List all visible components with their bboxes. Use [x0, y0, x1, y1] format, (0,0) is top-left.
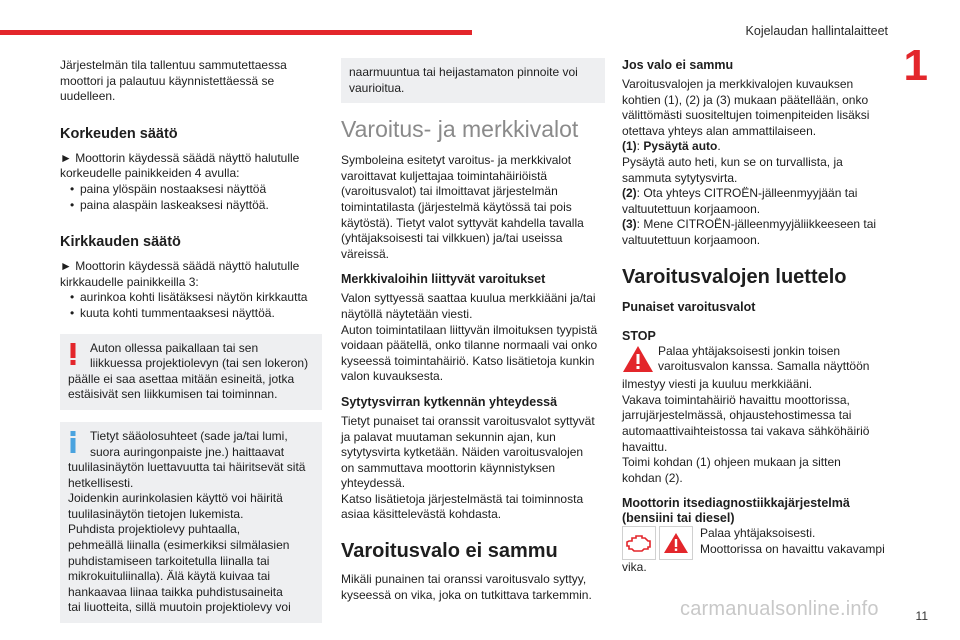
body-line: valtuutettuun korjaamoon. [622, 201, 761, 216]
info-line: hetkellisesti. [68, 475, 134, 490]
section-title: Kojelaudan hallintalaitteet [745, 24, 888, 38]
warning-triangle-icon [622, 345, 654, 378]
warning-line: päälle ei saa asettaa mitään esineitä, jotka [68, 371, 295, 386]
step-2-text: : Ota yhteys CITROËN-jälleenmyyjään tai [636, 186, 858, 201]
step-2 [622, 186, 890, 202]
sub-heading: Sytytysvirran kytkennän yhteydessä [341, 394, 558, 409]
stop-line: varoitusvalon kanssa. Samalla näyttöön [658, 359, 870, 374]
warning-stays-on-heading: Varoitusvalo ei sammu [341, 540, 558, 563]
stop-line: automaattivaihteistossa tai vakava sähköhäiriö [622, 423, 870, 438]
sub-line: Valon syttyessä saattaa kuulua merkkiääni ja/tai [341, 291, 596, 306]
step-3-label: (3) [622, 217, 637, 232]
section-line: varoittavat kuljettajaa toimintahäiriöistä [341, 168, 548, 183]
sub-line: ja palavat muutaman sekunnin ajan, kun [341, 429, 556, 444]
info-line: tuulilasinäytön tietojen lukemista. [68, 506, 244, 521]
column-1 [60, 58, 322, 623]
stop-line: jarrujärjestelmässä, ohjaustehostimessa tai [622, 408, 852, 423]
diag-line: Moottorissa on havaittu vakavampi [700, 541, 885, 556]
intro-line: moottori ja palautuu käynnistettäessä se [60, 73, 275, 88]
stop-line: ilmestyy viesti ja kuuluu merkkiääni. [622, 377, 813, 392]
step-1-title: Pysäytä auto [643, 139, 718, 154]
sub-line: Auton toimintatilaan liittyvän ilmoituksen tyypistä [341, 322, 598, 337]
warning-box [60, 334, 322, 410]
height-line: korkeudelle painikkeiden 4 avulla: [60, 166, 240, 181]
step-3 [622, 217, 890, 233]
info-line: tai liuotteita, sillä muutoin projektiolevy voi [68, 600, 291, 615]
info-line: Joidenkin aurinkolasien käyttö voi häiritä [68, 491, 283, 506]
column-3 [622, 58, 890, 576]
section-line: Symboleina esitetyt varoitus- ja merkkivalot [341, 153, 572, 168]
section-line: (yhtäjaksoisesti tai vilkkuen) ja/tai useissa [341, 231, 563, 246]
header-accent-bar [0, 30, 472, 35]
exclamation-icon [68, 343, 78, 370]
info-box [60, 422, 322, 623]
stop-line: havaittu. [622, 439, 668, 454]
stop-line: Vakava toimintahäiriö havaittu moottorissa, [622, 392, 850, 407]
info-line: mikrokuituliinalla). Älä käytä kuivaa tai [68, 569, 271, 584]
body-line: välittömästi suositeltujen toimenpiteiden lisäksi [622, 108, 870, 123]
warning-line: liikkuessa projektiolevyn (tai sen lokeron) [90, 356, 309, 371]
section-line: kyseessä on vika, joka on tutkittava tarkemmin. [341, 587, 592, 602]
section-line: käytöstä). Tietyt valot syttyvät kahdella tavalla [341, 215, 584, 230]
sub-line: yhteydessä. [341, 476, 406, 491]
body-line: Varoitusvalojen ja merkkivalojen kuvauksen [622, 77, 854, 91]
body-line: sammuta sytytysvirta. [622, 170, 738, 185]
section-line: väreissä. [341, 246, 390, 261]
red-warnings-heading: Punaiset varoitusvalot [622, 299, 756, 314]
stop-line: Toimi kohdan (1) ohjeen mukaan ja sitten [622, 455, 841, 470]
step-1: (1): Pysäytä auto. [622, 139, 721, 154]
warning-line: Auton ollessa paikallaan tai sen [90, 340, 259, 355]
warnings-heading: Varoitus- ja merkkivalot [341, 116, 579, 143]
info-line: hankaavaa liinaa taikka puhdistusaineita [68, 584, 283, 599]
info-line: suora auringonpaiste jne.) haittaavat [90, 444, 285, 459]
height-bullet: • paina ylöspäin nostaaksesi näyttöä [68, 182, 322, 198]
intro-line: uudelleen. [60, 89, 116, 104]
stop-line: kohdan (2). [622, 470, 683, 485]
step-1-label: (1) [622, 139, 637, 154]
diag-line: vika. [622, 560, 647, 575]
warning-list-heading: Varoitusvalojen luettelo [622, 265, 847, 288]
warning-line: estäisivät sen liikkumisen tai toiminnan. [68, 387, 278, 402]
diag-row [622, 526, 890, 560]
step-2-label: (2) [622, 186, 637, 201]
sub-line: Katso lisätietoja järjestelmästä tai toiminnosta [341, 491, 584, 506]
stop-row [622, 344, 890, 378]
section-line: Mikäli punainen tai oranssi varoitusvalo syttyy, [341, 572, 587, 587]
brightness-line: ► Moottorin käydessä säädä näyttö halutulle [60, 259, 300, 274]
diag-line: Palaa yhtäjaksoisesti. [700, 526, 816, 541]
stop-line: Palaa yhtäjaksoisesti jonkin toisen [658, 343, 841, 358]
info-box-continued [341, 58, 605, 103]
brightness-bullet: • kuuta kohti tummentaaksesi näyttöä. [68, 306, 322, 322]
sub-line: sytytysvirta kytketään. Näiden varoitusvalojen [341, 445, 584, 460]
column-2 [341, 58, 605, 603]
info-line: Tietyt sääolosuhteet (sade ja/tai lumi, [90, 428, 288, 443]
info-line: Puhdista projektiolevy puhtaalla, [68, 522, 241, 537]
body-line: otettava yhteys alan ammattilaiseen. [622, 123, 817, 138]
info-line: naarmuuntua tai heijastamaton pinnoite voi [349, 65, 578, 79]
page-number: 11 [915, 609, 928, 623]
stop-heading: STOP [622, 328, 656, 343]
intro-line: Järjestelmän tila tallentuu sammutettaessa [60, 58, 287, 72]
warning-triangle-icon [659, 526, 693, 560]
height-line: ► Moottorin käydessä säädä näyttö halutulle [60, 150, 300, 165]
sub-heading: Jos valo ei sammu [622, 58, 734, 72]
brightness-line: kirkkaudelle painikkeilla 3: [60, 274, 199, 289]
sub-line: on sammuttava moottorin käynnistyksen [341, 460, 556, 475]
diag-heading: Moottorin itsediagnostiikkajärjestelmä [622, 496, 850, 511]
info-line: tuulilasinäytön luettavuutta tai häiritsevät sitä [68, 460, 306, 475]
body-line: Pysäytä auto heti, kun se on turvallista, ja [622, 154, 843, 169]
height-heading: Korkeuden säätö [60, 125, 178, 142]
sub-line: näytöllä näytetään viesti. [341, 306, 473, 321]
body-line: kohtien (1), (2) ja (3) mukaan päätellään, onko [622, 92, 869, 107]
sub-line: Tietyt punaiset tai oranssit varoitusvalot syttyvät [341, 413, 595, 428]
step-3-text: : Mene CITROËN-jälleenmyyjäliikkeeseen tai [636, 217, 877, 232]
height-bullet: • paina alaspäin laskeaksesi näyttöä. [68, 198, 322, 214]
diag-heading: (bensiini tai diesel) [622, 511, 735, 526]
sub-line: voidaan päätellä, onko tilanne normaali vai onko [341, 338, 598, 353]
chapter-number: 1 [903, 41, 928, 90]
section-line: (varoitusvalot) tai ilmoittavat järjestelmän [341, 184, 558, 199]
info-line: vaurioitua. [349, 80, 405, 95]
info-icon [68, 431, 78, 458]
engine-icon [622, 526, 656, 560]
section-line: toimintatilasta (järjestelmä käytössä tai pois [341, 199, 572, 214]
sub-line: kyseessä toimintahäiriö. Katso lisätietoja kunkin [341, 353, 595, 368]
info-line: pehmeällä liinalla (esimerkiksi silmälasien [68, 538, 290, 553]
brightness-bullet: • aurinkoa kohti lisätäksesi näytön kirkkautta [68, 290, 322, 306]
info-line: puhdistamiseen tarkoitetulla liinalla tai [68, 553, 270, 568]
sub-heading: Merkkivaloihin liittyvät varoitukset [341, 272, 546, 287]
sub-line: valon kuvauksesta. [341, 369, 444, 384]
sub-line: asiaa käsittelevästä kohdasta. [341, 507, 502, 522]
body-line: valtuutettuun korjaamoon. [622, 232, 761, 247]
brightness-heading: Kirkkauden säätö [60, 234, 181, 251]
watermark: carmanualsonline.info [680, 598, 879, 620]
